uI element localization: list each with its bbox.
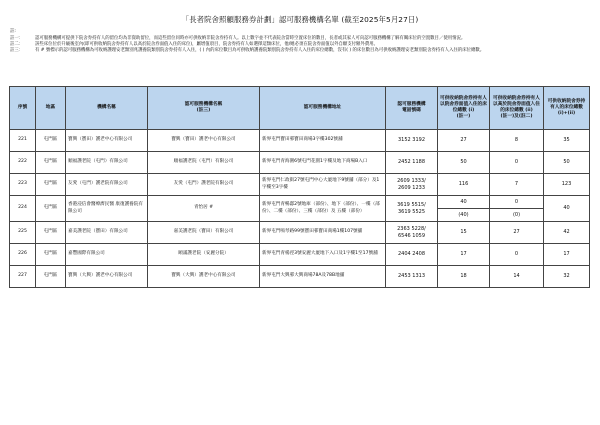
- page-title: 「長者院舍照顧服務券計劃」認可服務機構名單 (截至2025年5月27日): [181, 15, 419, 24]
- cell-beds-ii: 7: [490, 174, 544, 196]
- table-row: [10, 244, 590, 266]
- cell-phone: 3152 3192: [386, 130, 438, 152]
- cell-org: 香港浸信會醫療濟民醫 康復護養院有限公司: [66, 196, 148, 222]
- cell-beds-ii: 0: [490, 152, 544, 174]
- cell-agency: 寶興（大興）護老中心有限公司: [148, 266, 260, 288]
- cell-beds-i: 40: [438, 196, 490, 209]
- cell-beds-i: 116: [438, 174, 490, 196]
- cell-org: 嘉豐國際有限公司: [66, 244, 148, 266]
- table-row: [10, 152, 590, 174]
- table-header-row: [10, 87, 590, 130]
- cell-beds-ii: 0: [490, 196, 544, 209]
- cell-district: 屯門區: [36, 174, 66, 196]
- note-text: 該些床位位於升級後室內(即可供收納院舍券持有人以高於院舍券面值入住的床位)，屬增值項目，院舍券持有人如選擇這類床位，他/她必須在院舍券面值以外自願支付額外費用。: [35, 41, 378, 47]
- cell-address: 新界屯門仁政街27號屯門中心大廈地下9號舖（部分）及1字樓至3字樓: [260, 174, 386, 196]
- cell-address: 新界屯門青楊徑3號安麗大廈地下入口及1字樓1至17號舖: [260, 244, 386, 266]
- note-label: 註三：: [10, 48, 24, 54]
- cell-phone: 2453 1313: [386, 266, 438, 288]
- cell-agency: 順福護老院（屯門）有限公司: [148, 152, 260, 174]
- cell-org: 寶興（寶田）護老中心有限公司: [66, 130, 148, 152]
- table-row: [10, 266, 590, 288]
- cell-no: 224: [10, 196, 36, 222]
- agency-table: [9, 86, 590, 288]
- col-header-address: 認可服務機構地址: [260, 87, 386, 130]
- cell-org: 寶興（大興）護老中心有限公司: [66, 266, 148, 288]
- cell-district: 屯門區: [36, 244, 66, 266]
- cell-no: 226: [10, 244, 36, 266]
- cell-beds-total: 35: [544, 130, 590, 152]
- cell-no: 225: [10, 222, 36, 244]
- cell-org: 順福護老院（屯門）有限公司: [66, 152, 148, 174]
- cell-beds-ii-nursing: (0): [490, 209, 544, 222]
- table-row: [10, 196, 590, 209]
- cell-no: 227: [10, 266, 36, 288]
- cell-beds-ii: 0: [490, 244, 544, 266]
- cell-address: 新界屯門青暢邸2號地庫（部份）、地下（部份）、一樓（部份）、二樓（部份）、三樓（部份）及 五樓（部份）: [260, 196, 386, 222]
- cell-address: 新界屯門大興邨大興商場78A及78B地舖: [260, 266, 386, 288]
- cell-org: 友愛（屯門）護老院有限公司: [66, 174, 148, 196]
- cell-beds-total: 17: [544, 244, 590, 266]
- cell-beds-i: 27: [438, 130, 490, 152]
- col-header-beds-i: 可供收納院舍券持有人以院舍券面值入住的床位總數 (i) (註一): [438, 87, 490, 130]
- note-text: 有 # 號標示的認可服務機構為可收納護理安老類別兆護養院類別院舍券持有人入住，( ) 內的床位數目為可供收納護養院類別院舍券持有人入住的床位總數，沒有( ) 的床位數目為可供收納護理安老類別院舍券持有人入住的床位總數。: [35, 48, 485, 54]
- cell-beds-ii: 14: [490, 266, 544, 288]
- cell-district: 屯門區: [36, 196, 66, 222]
- cell-org: 嘉美護老院（寶田）有限公司: [66, 222, 148, 244]
- cell-phone: 2452 1188: [386, 152, 438, 174]
- cell-beds-i: 17: [438, 244, 490, 266]
- table-row: [10, 222, 590, 244]
- col-header-agency: 認可服務機構名稱 (註三): [148, 87, 260, 130]
- cell-beds-total: 50: [544, 152, 590, 174]
- table-row: [10, 174, 590, 196]
- cell-district: 屯門區: [36, 222, 66, 244]
- cell-district: 屯門區: [36, 130, 66, 152]
- cell-phone: 2404 2408: [386, 244, 438, 266]
- cell-beds-total: 123: [544, 174, 590, 196]
- cell-beds-i: 15: [438, 222, 490, 244]
- note-label: 註一：: [10, 35, 24, 41]
- cell-beds-total: 40: [544, 196, 590, 222]
- cell-phone: 2609 1333/ 2609 1233: [386, 174, 438, 196]
- col-header-beds-ii: 可供收納院舍券持有人以高於院舍券面值入住的床位總數 (ii) (註一)及(註二): [490, 87, 544, 130]
- cell-beds-total: 42: [544, 222, 590, 244]
- cell-no: 223: [10, 174, 36, 196]
- cell-agency: 青怡居 #: [148, 196, 260, 222]
- note-text: 認可服務機構可提供下院舍券持有人的留位均為非資助留位，而這些留位同時亦可供收納非院舍券持有人。以上數字並不代表院舍當時空置床位的數目，長者或其家人可向認可服務機構了解有關床位的空置數目／使用情況。: [35, 35, 466, 41]
- notes-header: 註:: [10, 29, 16, 34]
- cell-agency: 寶興（寶田）護老中心有限公司: [148, 130, 260, 152]
- cell-beds-i: 50: [438, 152, 490, 174]
- cell-district: 屯門區: [36, 266, 66, 288]
- cell-beds-total: 32: [544, 266, 590, 288]
- col-header-beds-total: 可供收納院舍券持有人的床位總數(i)+(ii): [544, 87, 590, 130]
- cell-address: 新界屯門寶田邨寶田商場3字樓302號舖: [260, 130, 386, 152]
- cell-phone: 2363 5228/ 6546 1059: [386, 222, 438, 244]
- col-header-no: 序號: [10, 87, 36, 130]
- col-header-org: 機構名稱: [66, 87, 148, 130]
- cell-agency: 友愛（屯門）護老院有限公司: [148, 174, 260, 196]
- cell-phone: 3619 5515/ 3619 5525: [386, 196, 438, 222]
- cell-no: 221: [10, 130, 36, 152]
- col-header-phone: 認可服務機構 電話號碼: [386, 87, 438, 130]
- note-3: [10, 48, 590, 54]
- cell-beds-ii: 8: [490, 130, 544, 152]
- cell-address: 新界屯門青海圍6號屯門花園1字樓及地下商場B入口: [260, 152, 386, 174]
- cell-beds-i-nursing: (40): [438, 209, 490, 222]
- cell-no: 222: [10, 152, 36, 174]
- col-header-district: 地區: [36, 87, 66, 130]
- notes-section: [10, 29, 590, 54]
- note-label: 註二：: [10, 41, 24, 47]
- cell-beds-i: 18: [438, 266, 490, 288]
- cell-address: 新界屯門鳴琴路99號寶田邨寶田商場1樓107號舖: [260, 222, 386, 244]
- cell-agency: 頤滿護老院（安麗分院）: [148, 244, 260, 266]
- cell-agency: 嘉美護老院（寶田）有限公司: [148, 222, 260, 244]
- table-row: [10, 130, 590, 152]
- cell-district: 屯門區: [36, 152, 66, 174]
- cell-beds-ii: 27: [490, 222, 544, 244]
